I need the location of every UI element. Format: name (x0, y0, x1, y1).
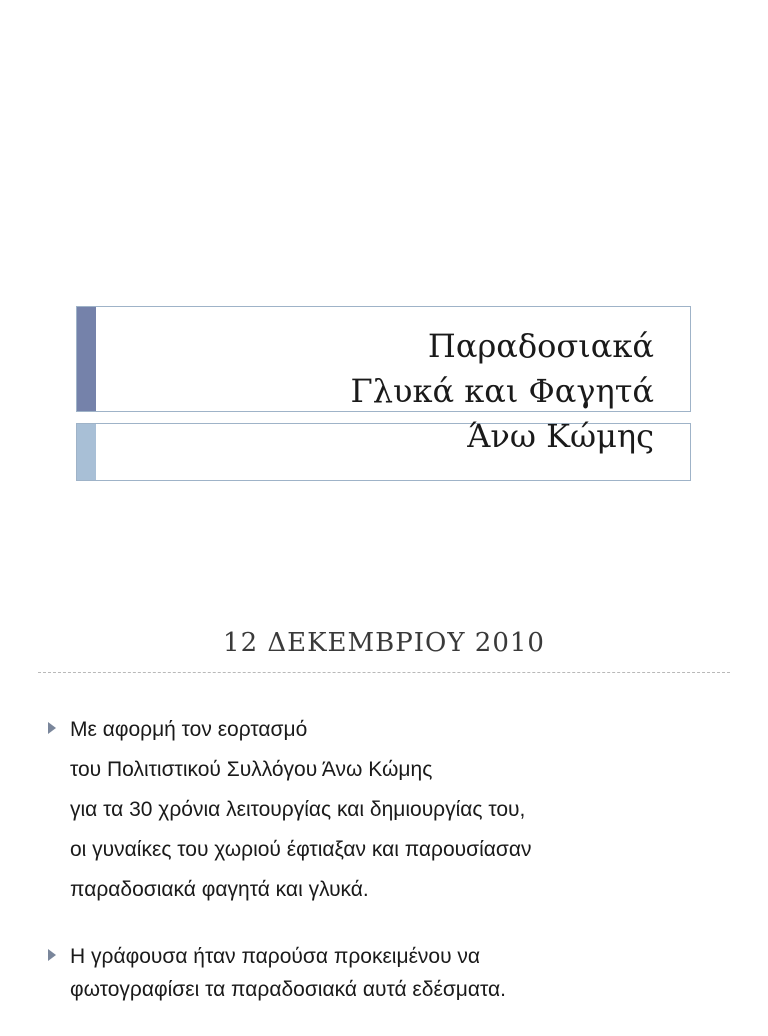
bullet-line: οι γυναίκες του χωριού έφτιαξαν και παρουσίασαν (70, 838, 532, 861)
bullet-line: παραδοσιακά φαγητά και γλυκά. (70, 878, 369, 901)
triangle-right-icon (48, 949, 56, 961)
title-line: Άνω Κώμης (467, 417, 654, 455)
bullet-list (46, 710, 746, 1036)
bullet-line: φωτογραφίσει τα παραδοσιακά αυτά εδέσματα. (70, 978, 507, 1001)
triangle-right-icon (48, 722, 56, 734)
subtitle-accent-bar (77, 424, 96, 480)
title-accent-bar (77, 307, 96, 411)
bullet-line: Με αφορμή τον εορτασμό (70, 718, 308, 741)
bullet-line: για τα 30 χρόνια λειτουργίας και δημιουργίας του, (70, 798, 526, 821)
list-item (46, 710, 746, 910)
title-line: Γλυκά και Φαγητά (350, 372, 654, 410)
dashed-divider (38, 672, 730, 673)
date-heading: 12 ΔΕΚΕΜΒΡΙΟΥ 2010 (223, 628, 545, 658)
bullet-line: του Πολιτιστικού Συλλόγου Άνω Κώμης (70, 758, 433, 781)
page-title (351, 324, 655, 459)
bullet-line: Η γράφουσα ήταν παρούσα προκειμένου να (70, 945, 481, 968)
list-item (46, 940, 746, 1006)
title-line: Παραδοσιακά (427, 327, 654, 365)
